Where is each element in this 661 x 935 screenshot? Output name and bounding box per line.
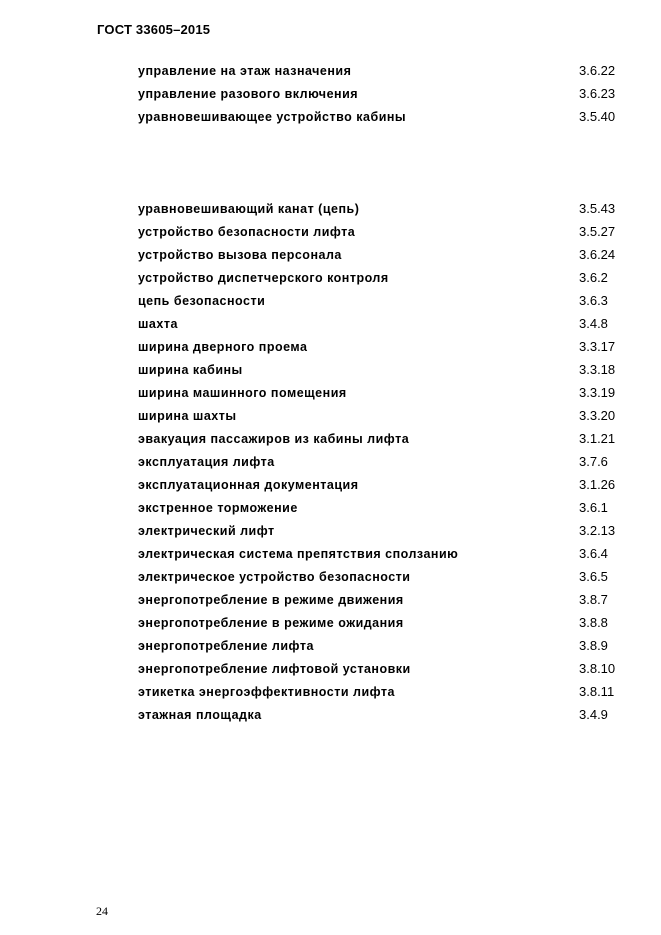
index-entry (138, 522, 628, 545)
index-entry (138, 499, 628, 522)
index-entry (138, 453, 628, 476)
index-term: цепь безопасности (138, 294, 266, 308)
index-entry (138, 407, 628, 430)
index-term: электрический лифт (138, 524, 275, 538)
index-entry (138, 315, 628, 338)
index-entry (138, 637, 628, 660)
index-entry (138, 384, 628, 407)
index-entry (138, 269, 628, 292)
index-term: этикетка энергоэффективности лифта (138, 685, 395, 699)
index-term: этажная площадка (138, 708, 262, 722)
index-entry (138, 108, 628, 131)
index-term: экстренное торможение (138, 501, 298, 515)
index-term: ширина машинного помещения (138, 386, 347, 400)
index-term: уравновешивающее устройство кабины (138, 110, 407, 124)
index-entry (138, 430, 628, 453)
index-entry (138, 200, 628, 223)
index-group-2 (138, 200, 628, 729)
index-entry (138, 85, 628, 108)
index-entry (138, 338, 628, 361)
index-entry (138, 246, 628, 269)
index-ref: 3.6.4 (579, 546, 608, 561)
index-ref: 3.7.6 (579, 454, 608, 469)
index-ref: 3.8.11 (579, 684, 615, 699)
index-term: энергопотребление лифта (138, 639, 314, 653)
index-entry (138, 223, 628, 246)
index-entry (138, 683, 628, 706)
index-ref: 3.1.21 (579, 431, 616, 446)
index-entry (138, 614, 628, 637)
index-ref: 3.6.24 (579, 247, 616, 262)
index-ref: 3.6.22 (579, 63, 616, 78)
index-entry (138, 706, 628, 729)
index-term: уравновешивающий канат (цепь) (138, 202, 360, 216)
document-header: ГОСТ 33605–2015 (97, 22, 211, 37)
index-entry (138, 545, 628, 568)
index-ref: 3.6.23 (579, 86, 616, 101)
index-term: электрическая система препятствия сползанию (138, 547, 459, 561)
index-term: ширина шахты (138, 409, 237, 423)
index-group-1 (138, 62, 628, 131)
index-ref: 3.8.7 (579, 592, 608, 607)
index-term: энергопотребление в режиме ожидания (138, 616, 404, 630)
index-term: энергопотребление в режиме движения (138, 593, 404, 607)
index-term: эвакуация пассажиров из кабины лифта (138, 432, 410, 446)
index-entry (138, 591, 628, 614)
index-ref: 3.6.1 (579, 500, 608, 515)
index-term: устройство вызова персонала (138, 248, 342, 262)
index-ref: 3.3.17 (579, 339, 616, 354)
index-term: эксплуатация лифта (138, 455, 275, 469)
index-term: энергопотребление лифтовой установки (138, 662, 411, 676)
index-entry (138, 660, 628, 683)
index-ref: 3.3.19 (579, 385, 616, 400)
index-term: шахта (138, 317, 178, 331)
index-ref: 3.8.9 (579, 638, 608, 653)
index-ref: 3.2.13 (579, 523, 616, 538)
index-ref: 3.3.20 (579, 408, 616, 423)
index-ref: 3.5.40 (579, 109, 616, 124)
index-ref: 3.6.2 (579, 270, 608, 285)
index-term: управление на этаж назначения (138, 64, 352, 78)
index-ref: 3.5.43 (579, 201, 616, 216)
index-term: эксплуатационная документация (138, 478, 359, 492)
index-term: устройство диспетчерского контроля (138, 271, 389, 285)
index-entry (138, 568, 628, 591)
index-term: электрическое устройство безопасности (138, 570, 411, 584)
index-ref: 3.8.8 (579, 615, 608, 630)
index-entry (138, 476, 628, 499)
index-term: ширина дверного проема (138, 340, 308, 354)
index-ref: 3.1.26 (579, 477, 616, 492)
index-ref: 3.5.27 (579, 224, 616, 239)
page-number: 24 (96, 904, 108, 918)
index-entry (138, 62, 628, 85)
index-ref: 3.4.9 (579, 707, 608, 722)
index-ref: 3.8.10 (579, 661, 616, 676)
index-term: ширина кабины (138, 363, 243, 377)
index-term: устройство безопасности лифта (138, 225, 356, 239)
index-ref: 3.6.5 (579, 569, 608, 584)
index-term: управление разового включения (138, 87, 359, 101)
index-ref: 3.4.8 (579, 316, 608, 331)
index-ref: 3.3.18 (579, 362, 616, 377)
index-entry (138, 292, 628, 315)
index-ref: 3.6.3 (579, 293, 608, 308)
index-entry (138, 361, 628, 384)
